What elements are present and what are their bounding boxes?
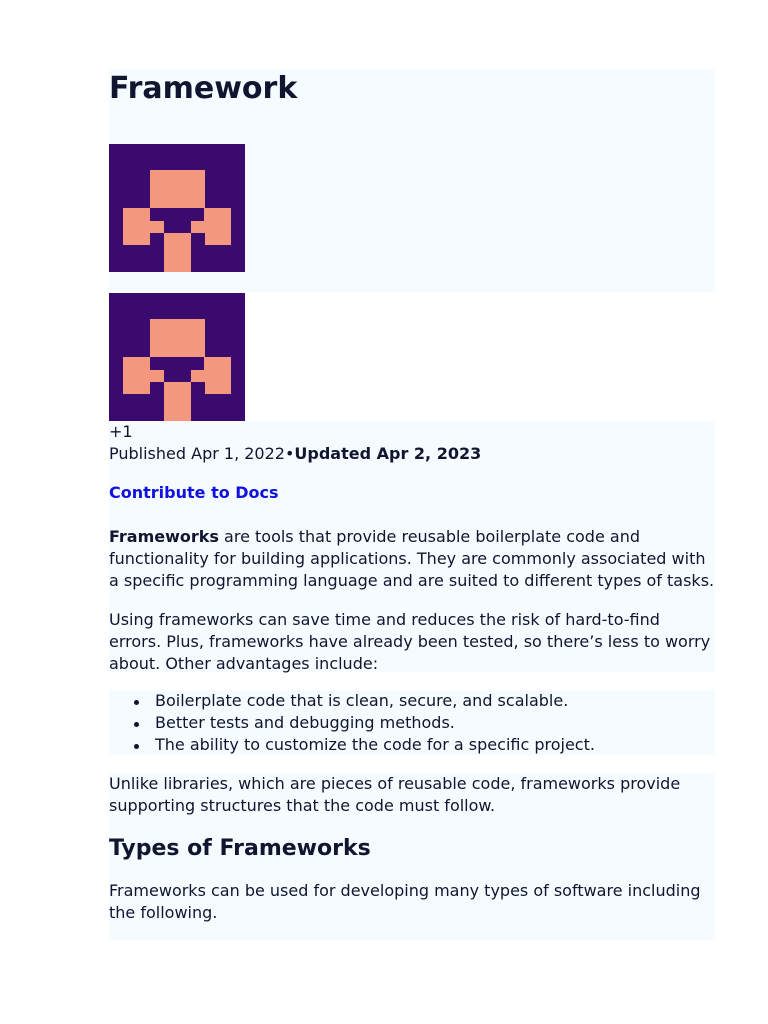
advantages-list [109, 690, 715, 756]
intro-paragraph [109, 526, 715, 592]
list-item: Boilerplate code that is clean, secure, and scalable. [155, 690, 715, 712]
intro-term: Frameworks [109, 527, 219, 546]
contributor-avatar[interactable] [109, 144, 245, 272]
avatar-icon [109, 293, 245, 421]
advantages-intro-paragraph: Using frameworks can save time and reduces the risk of hard-to-find errors. Plus, frameworks have already been tested, so there’s less to worry about. Other advantages include: [109, 610, 711, 673]
date-separator: • [284, 444, 295, 463]
more-contributors-count[interactable]: +1 [109, 422, 133, 441]
contribute-to-docs-link[interactable]: Contribute to Docs [109, 483, 279, 502]
list-item: The ability to customize the code for a specific project. [155, 734, 715, 756]
published-date: Published Apr 1, 2022 [109, 444, 285, 463]
updated-date: Updated Apr 2, 2023 [294, 444, 482, 463]
intro-text: are tools that provide reusable boilerplate code and functionality for building applications. They are commonly associated with a specific programming language and are suited to different types of tasks. [109, 527, 715, 590]
avatar-icon [109, 144, 245, 272]
section-paragraph: Frameworks can be used for developing many types of software including the following. [109, 881, 701, 922]
list-item: Better tests and debugging methods. [155, 712, 715, 734]
page-title: Framework [109, 71, 298, 106]
libraries-paragraph: Unlike libraries, which are pieces of reusable code, frameworks provide supporting structures that the code must follow. [109, 774, 681, 815]
contributor-avatar[interactable] [109, 293, 245, 421]
section-heading: Types of Frameworks [109, 836, 371, 861]
publish-info [109, 443, 481, 465]
